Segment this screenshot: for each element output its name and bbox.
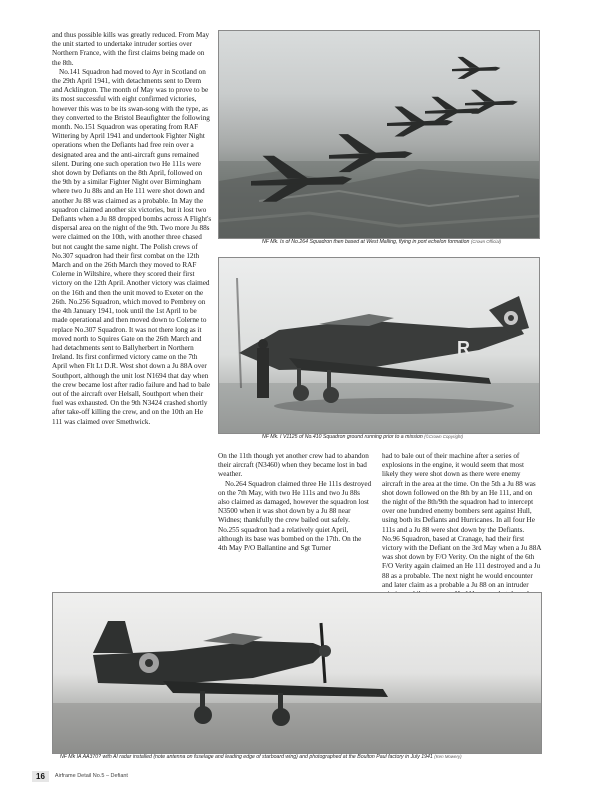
photo-credit: (©Crown Copyright) — [424, 434, 464, 439]
formation-photo — [218, 30, 540, 239]
ai-radar-photo-caption — [60, 754, 500, 761]
ground-running-photo-caption — [262, 434, 542, 441]
page-number: 16 — [32, 771, 49, 782]
left-paragraph-2: No.141 Squadron had moved to Ayr in Scotland on the 29th April 1941, with detachments sent to Drem and Acklington. The month of May was to prove to be its most successful with eight confirmed victories, however this was to be its swan-song with the type, as they converted to the Bristol Beaufighter the following month. No.151 Squadron was operating from RAF Wittering by April 1941 and undertook Fighter Night operations when the Defiants had free rein over a designated area and the anti-aircraft guns remained silent. During one such operation two He 111s were shot down by Defiants on the 8th April, followed on the 9th by a similar Fighter Night over Birmingham where two Ju 88s and an He 111 were shot down and another Ju 88 was claimed as a probable. In May the squadron claimed another six victories, but it lost two Defiants when a Ju 88 dropped bombs across A Flight's dispersal area on the night of the 9th. Two more Ju 88s were claimed on the 10th, with another three chased but not caught the same night. The Polish crews of No.307 squadron had their first combat on the 12th March and on the 26th March they moved to RAF Colerne in Wiltshire, where they scored their first victory on the 12th April. Another victory was claimed on the 16th and then the unit moved to Exeter on the 26th. No.256 Squadron, which moved to Pembrey on the 4th January 1941, took until the 1st April to be made operational and then moved down to Colerne to replace No.307 Squadron. It was not there long as it moved north to Squires Gate on the 26th March and had detachments sent to Ballyherbert in Northern Ireland. Its first confirmed victory came on the 7th April when Flt Lt D.R. West shot down a Ju 88A over Southport, although the unit lost N1694 that day when the crew became lost after radio failure and had to bale out of the aircraft over Helsall, Southport when their fuel was exhausted. On the 9th N3424 crashed shortly after take-off killing the crew, and on the 10th an He 111 was claimed over Smethwick. — [52, 67, 212, 426]
middle-text-column — [218, 452, 372, 553]
middle-paragraph-1: On the 11th though yet another crew had to abandon their aircraft (N3460) when they became lost in bad weather. — [218, 452, 369, 479]
left-paragraph-1: and thus possible kills was greatly reduced. From May the unit started to undertake intruder sorties over Northern France, with the first claims being made on the 8th. — [52, 31, 210, 67]
middle-paragraph-2: No.264 Squadron claimed three He 111s destroyed on the 7th May, with two He 111s and two Ju 88s also claimed as damaged, however the squadron lost N3500 when it was shot down by a Ju 88 near Widnes; thankfully the crew bailed out safely. No.255 squadron had a relatively quiet April, although its base was bombed on the 17th. On the 4th May P/O Ballantine and Sgt Turner — [218, 479, 372, 553]
right-paragraph-1: had to bale out of their machine after a series of explosions in the engine, it would seem that most likely they were shot down as there were enemy aircraft in the area at the time. On the 5th a Ju 88 was shot down followed on the 8th by an He 111, and on the night of the 8th/9th the squadron had to intercept over one hundred enemy bombers sent against Hull, using both its Defiants and Hurricanes. In all four He 111s and a Ju 88 were shot down by the Defiants. No.96 Squadron, based at Cranage, had their first victory with the Defiant on the 3rd May when a Ju 88A was shot down by F/O Verity. On the night of the 6th F/O Verity again claimed an He 111 destroyed and a Ju 88 as a probable. The next night he would encounter and later claim as a probable a Ju 88 on an intruder — [382, 452, 542, 589]
ai-radar-defiant-photo — [52, 592, 542, 754]
photo-credit: (Crown Official) — [470, 239, 502, 244]
caption-text: NF Mk. I V1125 of No.410 Squadron ground running prior to a mission — [262, 434, 423, 440]
aircraft-code-letter: R — [457, 338, 470, 358]
caption-text: NF Mk IA AA370? with AI radar installed (note antenna on fuselage and leading edge of starboard wing) and photographed at the Boulton Paul factory in July 1941 — [60, 754, 433, 760]
ground-running-photo — [218, 257, 540, 434]
caption-text: NF Mk. Is of No.264 Squadron then based at West Malling, flying in port echelon formation — [262, 239, 470, 245]
publication-title: Airframe Detail No.5 – Defiant — [54, 773, 128, 779]
page-footer — [32, 770, 128, 782]
photo-credit: (Ken Mowery) — [434, 754, 462, 759]
formation-photo-caption — [262, 239, 542, 246]
left-text-column — [52, 31, 212, 427]
